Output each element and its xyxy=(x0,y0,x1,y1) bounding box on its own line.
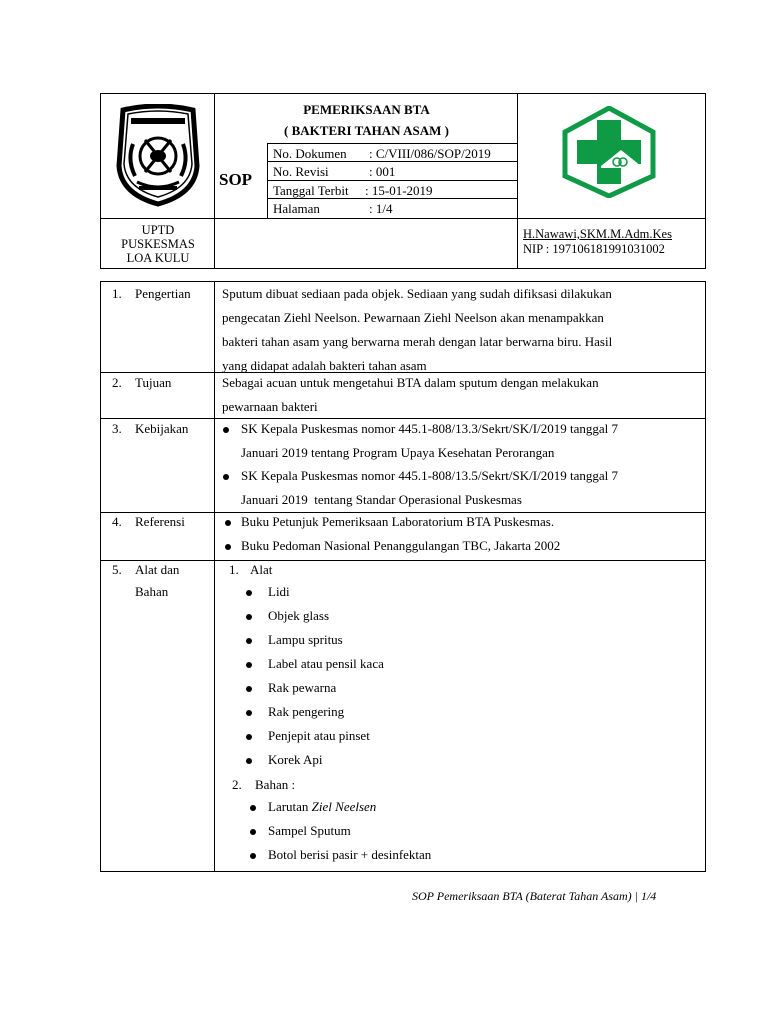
bullet-icon xyxy=(250,805,256,811)
meta-value: : C/VIII/086/SOP/2019 xyxy=(369,146,491,161)
regency-emblem-icon xyxy=(115,104,201,208)
meta-key: No. Dokumen xyxy=(273,146,347,161)
material-item xyxy=(268,795,376,819)
meta-key: No. Revisi xyxy=(273,164,329,179)
section-label: Pengertian xyxy=(135,286,191,301)
text-line: Sputum dibuat sediaan pada objek. Sediaan yang sudah difiksasi dilakukan xyxy=(222,286,612,301)
unit-line: UPTD xyxy=(141,223,175,237)
text-line: pengecatan Ziehl Neelson. Pewarnaan Ziehl Neelson akan menampakkan xyxy=(222,310,604,325)
section-number: 2. xyxy=(112,375,122,390)
section-text-definition xyxy=(222,282,699,378)
meta-row-revision xyxy=(273,163,395,180)
bullet-icon xyxy=(223,474,229,480)
policy-item xyxy=(241,464,699,512)
material-text-italic: Ziel Neelsen xyxy=(311,799,377,814)
signer-name: H.Nawawi,SKM.M.Adm.Kes xyxy=(523,227,672,241)
section-label: Kebijakan xyxy=(135,421,189,436)
section-number: 4. xyxy=(112,514,122,529)
unit-line: PUSKESMAS xyxy=(121,237,195,251)
bullet-icon xyxy=(246,758,252,764)
sop-label: SOP xyxy=(219,170,253,189)
meta-value: : 15-01-2019 xyxy=(365,183,433,198)
sub-number: 1. xyxy=(229,562,239,577)
section-text-purpose xyxy=(222,371,699,419)
sub-heading-tools: Alat xyxy=(250,562,273,577)
bullet-icon xyxy=(246,710,252,716)
sub-number: 2. xyxy=(232,777,242,792)
material-item: Sampel Sputum xyxy=(268,823,351,838)
text-line: SK Kepala Puskesmas nomor 445.1-808/13.5/Sekrt/SK/I/2019 tanggal 7 xyxy=(241,468,618,483)
bullet-icon xyxy=(225,544,231,550)
tool-item: Rak pengering xyxy=(268,704,345,719)
section-label: Bahan xyxy=(135,584,169,599)
text-line: yang didapat adalah bakteri tahan asam xyxy=(222,358,427,373)
bullet-icon xyxy=(246,662,252,668)
text-line: pewarnaan bakteri xyxy=(222,399,318,414)
header-divider xyxy=(101,218,705,219)
tool-item: Objek glass xyxy=(268,608,330,623)
header-divider xyxy=(267,180,517,181)
text-line: Januari 2019 tentang Standar Operasional Puskesmas xyxy=(241,492,522,507)
signer-nip: NIP : 197106181991031002 xyxy=(523,242,665,256)
policy-item xyxy=(241,417,699,465)
row-divider xyxy=(101,560,705,561)
unit-name xyxy=(103,223,213,265)
meta-key: Halaman xyxy=(273,201,320,216)
meta-value: : 001 xyxy=(369,164,396,179)
meta-row-document-number xyxy=(273,145,491,162)
column-divider xyxy=(214,282,215,871)
bullet-icon xyxy=(223,427,229,433)
bullet-icon xyxy=(246,734,252,740)
meta-key: Tanggal Terbit xyxy=(273,183,349,198)
signatory xyxy=(523,227,672,257)
puskesmas-cross-logo-icon xyxy=(561,106,657,198)
section-number: 1. xyxy=(112,286,122,301)
bullet-icon xyxy=(250,853,256,859)
material-item: Botol berisi pasir + desinfektan xyxy=(268,847,432,862)
title-line-2: ( BAKTERI TAHAN ASAM ) xyxy=(284,123,449,138)
section-number: 3. xyxy=(112,421,122,436)
reference-item: Buku Petunjuk Pemeriksaan Laboratorium BTA Puskesmas. xyxy=(241,514,555,529)
tool-item: Penjepit atau pinset xyxy=(268,728,370,743)
text-line: Sebagai acuan untuk mengetahui BTA dalam sputum dengan melakukan xyxy=(222,375,599,390)
header-table xyxy=(100,93,706,269)
bullet-icon xyxy=(246,590,252,596)
meta-value: : 1/4 xyxy=(369,201,393,216)
tool-item: Lampu spritus xyxy=(268,632,343,647)
bullet-icon xyxy=(250,829,256,835)
bullet-icon xyxy=(246,638,252,644)
tool-item: Rak pewarna xyxy=(268,680,337,695)
text-line: Januari 2019 tentang Program Upaya Kesehatan Perorangan xyxy=(241,445,555,460)
section-label: Referensi xyxy=(135,514,185,529)
bullet-icon xyxy=(246,614,252,620)
meta-row-page xyxy=(273,200,392,217)
material-text: Larutan xyxy=(268,799,312,814)
bullet-icon xyxy=(246,686,252,692)
unit-line: LOA KULU xyxy=(126,251,190,265)
section-label: Alat dan xyxy=(135,562,180,577)
text-line: SK Kepala Puskesmas nomor 445.1-808/13.3/Sekrt/SK/I/2019 tanggal 7 xyxy=(241,421,618,436)
document-title xyxy=(215,99,518,141)
tool-item: Label atau pensil kaca xyxy=(268,656,384,671)
page-footer: SOP Pemeriksaan BTA (Baterat Tahan Asam) | 1/4 xyxy=(412,889,657,903)
section-number: 5. xyxy=(112,562,122,577)
tool-item: Korek Api xyxy=(268,752,323,767)
sub-heading-materials: Bahan : xyxy=(255,777,296,792)
section-label: Tujuan xyxy=(135,375,172,390)
reference-item: Buku Pedoman Nasional Penanggulangan TBC, Jakarta 2002 xyxy=(241,538,561,553)
bullet-icon xyxy=(225,520,231,526)
header-divider xyxy=(267,143,517,144)
tool-item: Lidi xyxy=(268,584,290,599)
procedure-table xyxy=(100,281,706,872)
meta-row-issue-date xyxy=(273,182,433,199)
title-line-1: PEMERIKSAAN BTA xyxy=(303,102,430,117)
text-line: bakteri tahan asam yang berwarna merah dengan latar berwarna biru. Hasil xyxy=(222,334,613,349)
